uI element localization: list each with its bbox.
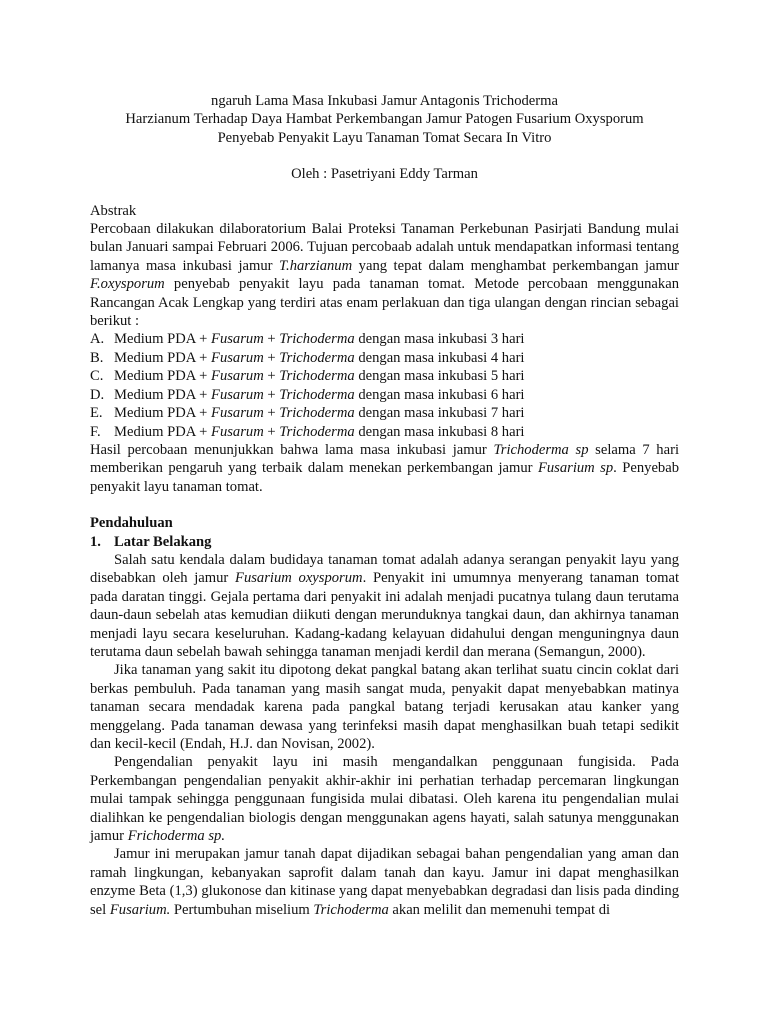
title-line-3: Penyebab Penyakit Layu Tanaman Tomat Secara In Vitro xyxy=(217,129,552,146)
species-name: Trichoderma sp xyxy=(493,441,589,458)
body-paragraph: Salah satu kendala dalam budidaya tanaman tomat adalah adanya serangan penyakit layu yang disebabkan oleh jamur Fusarium oxysporum. Penyakit ini umumnya menyerang tanaman tomat pada daratan tinggi. Gejala pertama dari penyakit ini adalah menjadi pucatnya tulang daun terutama daun-daun sebelah atas kemudian diikuti dengan merunduknya tangkai daun, dan akhirnya tanaman menjadi layu secara keseluruhan. Kadang-kadang kelayuan didahului dengan menguningnya daun terutama daun sebelah bawah sehingga tanaman menjadi kerdil dan merana (Semangun, 2000). xyxy=(90,551,679,660)
paper-title xyxy=(90,92,679,147)
species-name: Fusarium. xyxy=(109,901,171,918)
author-line: Oleh : Pasetriyani Eddy Tarman xyxy=(291,166,478,183)
abstract-heading: Abstrak xyxy=(90,202,137,219)
treatment-item: D. Medium PDA + Fusarum + Trichoderma dengan masa inkubasi 6 hari xyxy=(90,386,525,403)
title-line-2: Harzianum Terhadap Daya Hambat Perkembangan Jamur Patogen Fusarium Oxysporum xyxy=(125,111,644,128)
abstract-result: Hasil percobaan menunjukkan bahwa lama masa inkubasi jamur Trichoderma sp selama 7 hari memberikan pengaruh yang terbaik dalam menekan perkembangan jamur Fusarium sp. Penyebab penyakit layu tanaman tomat. xyxy=(90,441,679,495)
species-name: F.oxysporum xyxy=(90,276,165,293)
treatment-item: E. Medium PDA + Fusarum + Trichoderma dengan masa inkubasi 7 hari xyxy=(90,405,525,422)
subsection-title: Latar Belakang xyxy=(114,533,212,550)
treatment-item: F. Medium PDA + Fusarum + Trichoderma dengan masa inkubasi 8 hari xyxy=(90,423,525,440)
treatment-item: A. Medium PDA + Fusarum + Trichoderma dengan masa inkubasi 3 hari xyxy=(90,331,525,348)
spacer xyxy=(90,496,679,514)
abstract-intro: Percobaan dilakukan dilaboratorium Balai Proteksi Tanaman Perkebunan Pasirjati Bandung mulai bulan Januari sampai Februari 2006. Tujuan percobaab adalah untuk mendapatkan informasi tentang lamanya masa inkubasi jamur T.harzianum yang tepat dalam menghambat perkembangan jamur F.oxysporum penyebab penyakit layu pada tanaman tomat. Metode percobaan menggunakan Rancangan Acak Lengkap yang terdiri atas enam perlakuan dan tiga ulangan dengan rincian sebagai berikut : xyxy=(90,221,679,330)
section-heading: Pendahuluan xyxy=(90,515,173,532)
species-name: Trichoderma xyxy=(313,901,389,918)
paper-page xyxy=(90,92,679,919)
species-name: Frichoderma sp. xyxy=(127,828,225,845)
treatment-item: B. Medium PDA + Fusarum + Trichoderma dengan masa inkubasi 4 hari xyxy=(90,349,525,366)
subsection-number: 1. xyxy=(90,533,101,550)
treatment-list xyxy=(90,330,679,440)
species-name: Fusarium sp xyxy=(537,460,614,477)
body-paragraph: Jamur ini merupakan jamur tanah dapat dijadikan sebagai bahan pengendalian yang aman dan ramah lingkungan, kebanyakan saprofit dalam tanah dan kayu. Jamur ini dapat menghasilkan enzyme Beta (1,3) glukonose dan kitinase yang dapat menyebabkan degradasi dan lisis pada dinding sel Fusarium. Pertumbuhan miselium Trichoderma akan melilit dan memenuhi tempat di xyxy=(90,846,679,918)
species-name: Fusarium oxysporum xyxy=(235,570,363,587)
species-name: T.harzianum xyxy=(279,257,353,274)
title-line-1: ngaruh Lama Masa Inkubasi Jamur Antagonis Trichoderma xyxy=(211,93,558,109)
subsection-heading xyxy=(90,533,679,551)
body-paragraph: Pengendalian penyakit layu ini masih mengandalkan penggunaan fungisida. Pada Perkembangan pengendalian penyakit akhir-akhir ini perhatian terhadap percemaran lingkungan mulai tampak sehingga penggunaan fungisida mulai dibatasi. Oleh karena itu pengendalian mulai dialihkan ke pengendalian biologis dengan menggunakan agens hayati, salah satunya menggunakan jamur Frichoderma sp. xyxy=(90,754,679,845)
body-paragraph: Jika tanaman yang sakit itu dipotong dekat pangkal batang akan terlihat suatu cincin coklat dari berkas pembuluh. Pada tanaman yang masih sangat muda, penyakit dapat menyebabkan matinya tanaman secara mendadak karena pada pangkal batang terjadi kerusakan atau kanker yang menggelang. Pada tanaman dewasa yang terinfeksi masih dapat menghasilkan buah tetapi sedikit dan kecil-kecil (Endah, H.J. dan Novisan, 2002). xyxy=(90,662,679,752)
treatment-item: C. Medium PDA + Fusarum + Trichoderma dengan masa inkubasi 5 hari xyxy=(90,368,525,385)
